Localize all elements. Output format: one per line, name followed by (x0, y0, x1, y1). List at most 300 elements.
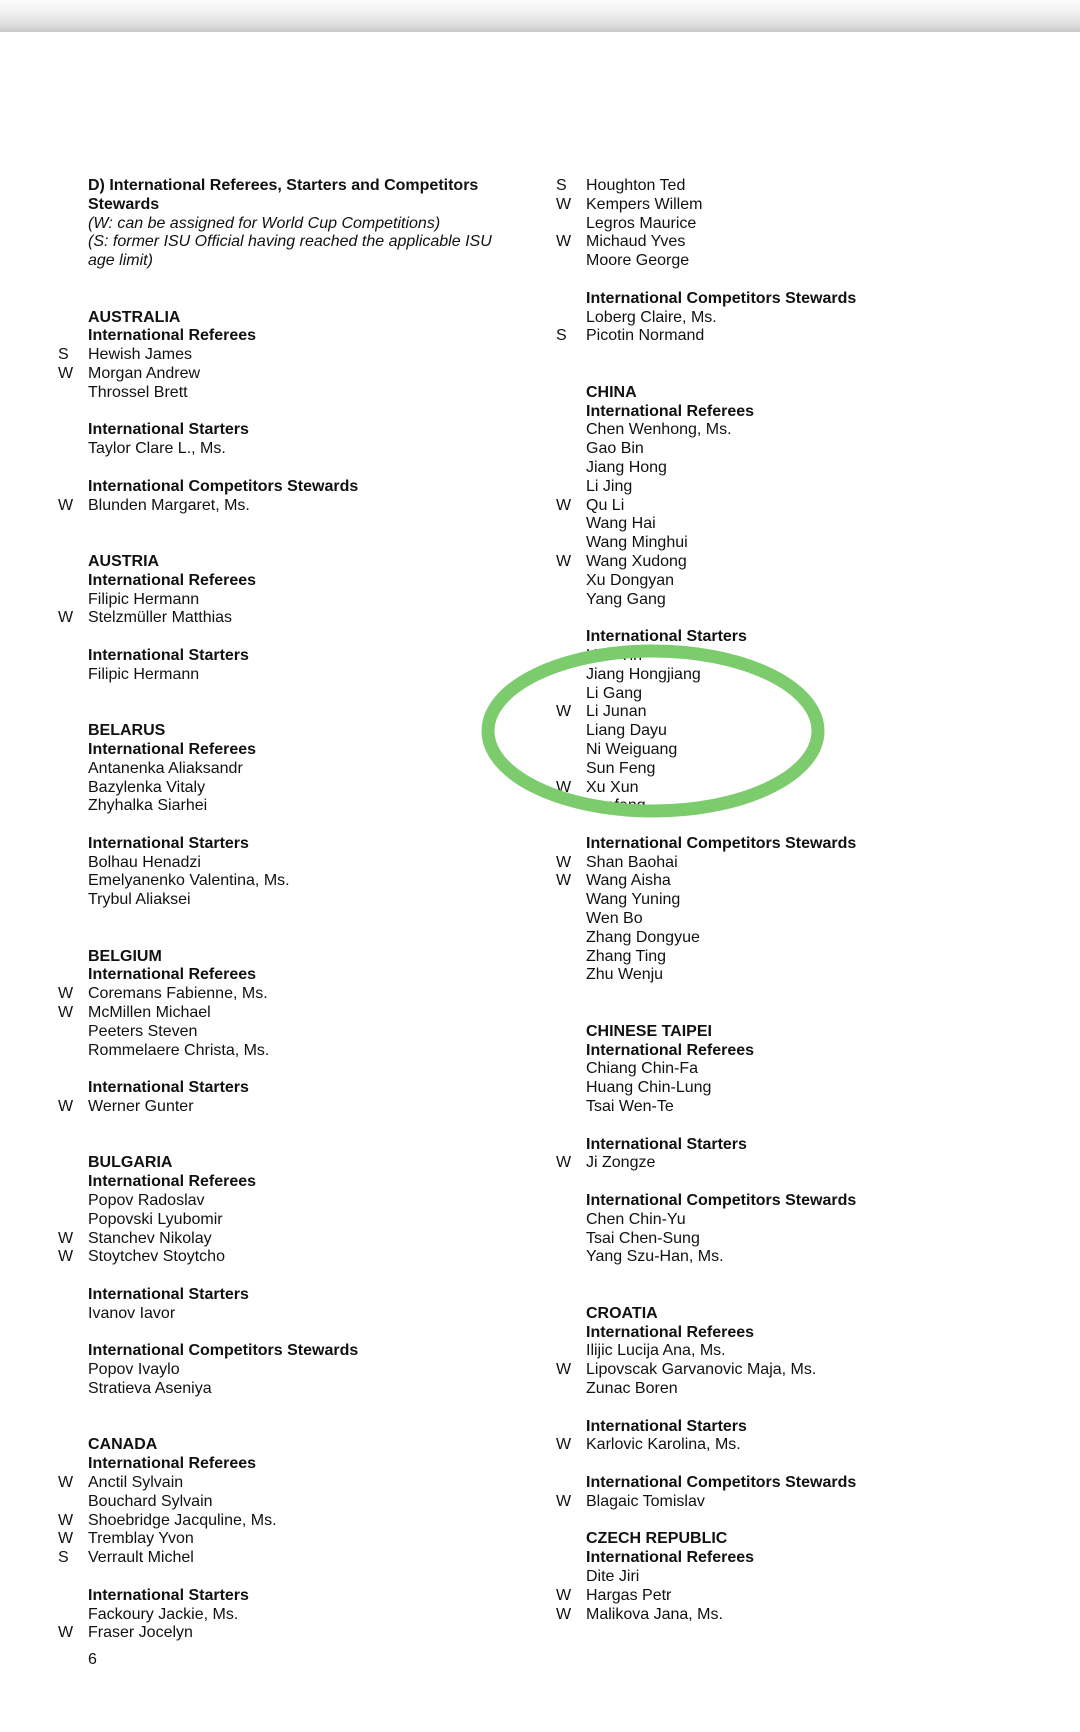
entry-text: International Starters (586, 1135, 747, 1153)
entry-text: Werner Gunter (88, 1098, 194, 1116)
entry-text: Wen Bo (586, 910, 643, 928)
official-entry (58, 1192, 518, 1211)
entry-text: (S: former ISU Official having reached the applicable ISU (88, 233, 492, 251)
spacer (58, 1117, 518, 1136)
designation-marker: W (556, 1436, 572, 1454)
official-entry (556, 515, 1016, 534)
official-entry (556, 966, 1016, 985)
designation-marker: S (556, 177, 567, 194)
entry-text: age limit) (88, 252, 153, 270)
entry-text: BELARUS (88, 722, 166, 740)
spacer (58, 1324, 518, 1343)
spacer (556, 1173, 1016, 1192)
official-entry (58, 609, 518, 628)
spacer (58, 403, 518, 422)
official-entry (58, 440, 518, 459)
spacer (58, 685, 518, 704)
designation-marker: W (556, 233, 572, 251)
entry-text: Emelyanenko Valentina, Ms. (88, 872, 290, 890)
official-entry (556, 647, 1016, 666)
section-heading (556, 628, 1016, 647)
official-entry (58, 1512, 518, 1531)
spacer (58, 290, 518, 309)
entry-text: Jiang Hong (586, 458, 667, 476)
spacer (58, 703, 518, 722)
official-entry (556, 1493, 1016, 1512)
spacer (58, 271, 518, 290)
entry-text: Hewish James (88, 346, 193, 364)
official-entry (556, 553, 1016, 572)
entry-text: Coremans Fabienne, Ms. (88, 985, 268, 1003)
entry-text: Zhang Ting (586, 947, 667, 965)
entry-text: CHINESE TAIPEI (586, 1022, 712, 1040)
official-entry (556, 478, 1016, 497)
official-entry (556, 1587, 1016, 1606)
official-entry (556, 797, 1016, 816)
designation-marker: W (556, 1154, 572, 1172)
official-entry (556, 459, 1016, 478)
spacer (556, 609, 1016, 628)
official-entry (556, 421, 1016, 440)
entry-text: International Competitors Stewards (586, 1192, 857, 1210)
entry-text: Fraser Jocelyn (88, 1624, 193, 1642)
section-heading (58, 1436, 518, 1455)
entry-text: Hargas Petr (586, 1586, 672, 1604)
entry-text: Kempers Willem (586, 195, 703, 213)
designation-marker: W (58, 1248, 74, 1266)
entry-text: International Starters (88, 834, 249, 852)
official-entry (556, 327, 1016, 346)
entry-text: Shoebridge Jacquline, Ms. (88, 1511, 277, 1529)
designation-marker: W (58, 1511, 74, 1529)
page-number: 6 (88, 1651, 97, 1668)
note-line (58, 215, 518, 234)
entry-text: International Starters (88, 1286, 249, 1304)
entry-text: AUSTRALIA (88, 308, 181, 326)
official-entry (58, 1380, 518, 1399)
entry-text: Karlovic Karolina, Ms. (586, 1436, 741, 1454)
entry-text: Wang Aisha (586, 872, 671, 890)
section-heading (58, 966, 518, 985)
designation-marker: S (58, 346, 69, 364)
designation-marker: W (556, 1586, 572, 1604)
entry-text: Popov Radoslav (88, 1192, 205, 1210)
official-entry (556, 1211, 1016, 1230)
section-heading (58, 553, 518, 572)
official-entry (556, 1361, 1016, 1380)
designation-marker: W (58, 609, 74, 627)
official-entry (556, 741, 1016, 760)
designation-marker: S (556, 327, 567, 345)
entry-text: Huang Chin-Lung (586, 1079, 712, 1097)
entry-text: Tsai Wen-Te (586, 1098, 674, 1116)
entry-text: International Competitors Stewards (586, 289, 857, 307)
official-entry (556, 1230, 1016, 1249)
entry-text: (W: can be assigned for World Cup Competitions) (88, 214, 441, 232)
entry-text: AUSTRIA (88, 552, 160, 570)
official-entry (58, 1248, 518, 1267)
official-entry (58, 1004, 518, 1023)
official-entry (556, 703, 1016, 722)
spacer (58, 515, 518, 534)
official-entry (556, 177, 1016, 196)
entry-text: Li Jing (586, 477, 633, 495)
entry-text: Shan Baohai (586, 853, 678, 871)
section-heading (58, 1455, 518, 1474)
official-entry (58, 1474, 518, 1493)
section-heading (58, 948, 518, 967)
official-entry (58, 1606, 518, 1625)
designation-marker: W (556, 703, 572, 721)
entry-text: Michaud Yves (586, 233, 686, 251)
entry-text: International Starters (88, 1586, 249, 1604)
official-entry (58, 1098, 518, 1117)
entry-text: Moore George (586, 252, 690, 270)
spacer (58, 534, 518, 553)
spacer (58, 1060, 518, 1079)
official-entry (58, 384, 518, 403)
section-heading (556, 1305, 1016, 1324)
entry-text: Blunden Margaret, Ms. (88, 496, 250, 514)
official-entry (556, 233, 1016, 252)
official-entry (556, 252, 1016, 271)
section-heading (556, 290, 1016, 309)
entry-text: Loberg Claire, Ms. (586, 308, 717, 326)
official-entry (556, 910, 1016, 929)
spacer (556, 1286, 1016, 1305)
right-column (556, 177, 1016, 1624)
entry-text: International Referees (586, 1549, 755, 1567)
designation-marker: W (58, 1098, 74, 1116)
entry-text: Chen Chin-Yu (586, 1210, 686, 1228)
official-entry (58, 797, 518, 816)
entry-text: Wang Minghui (586, 534, 688, 552)
entry-text: McMillen Michael (88, 1004, 211, 1022)
spacer (556, 1267, 1016, 1286)
official-entry (58, 591, 518, 610)
entry-text: International Competitors Stewards (586, 834, 857, 852)
entry-text: Yang Szu-Han, Ms. (586, 1248, 724, 1266)
spacer (58, 1568, 518, 1587)
designation-marker: S (58, 1549, 69, 1567)
entry-text: Dite Jiri (586, 1567, 640, 1585)
entry-text: Wang Xudong (586, 552, 687, 570)
section-heading (58, 572, 518, 591)
entry-text: Antanenka Aliaksandr (88, 759, 243, 777)
section-heading (556, 1042, 1016, 1061)
entry-text: Legros Maurice (586, 214, 697, 232)
entry-text: International Referees (586, 402, 755, 420)
entry-text: Anctil Sylvain (88, 1473, 184, 1491)
section-heading (58, 478, 518, 497)
entry-text: International Referees (586, 1323, 755, 1341)
spacer (58, 628, 518, 647)
entry-text: International Competitors Stewards (88, 1342, 359, 1360)
entry-text: BELGIUM (88, 947, 162, 965)
section-heading (58, 835, 518, 854)
official-entry (58, 346, 518, 365)
entry-text: Li Gang (586, 684, 643, 702)
official-entry (58, 891, 518, 910)
entry-text: Xu Xun (586, 778, 639, 796)
official-entry (58, 1230, 518, 1249)
spacer (556, 1117, 1016, 1136)
designation-marker: W (556, 872, 572, 890)
spacer (58, 816, 518, 835)
section-heading (556, 1023, 1016, 1042)
entry-text: CROATIA (586, 1304, 658, 1322)
entry-text: Ilijic Lucija Ana, Ms. (586, 1342, 726, 1360)
designation-marker: W (556, 778, 572, 796)
official-entry (58, 854, 518, 873)
entry-text: Stanchev Nikolay (88, 1229, 212, 1247)
designation-marker: W (556, 195, 572, 213)
official-entry (58, 872, 518, 891)
entry-text: Popov Ivaylo (88, 1361, 180, 1379)
section-heading (556, 1418, 1016, 1437)
entry-text: Throssel Brett (88, 383, 188, 401)
entry-text: Zhyhalka Siarhei (88, 797, 208, 815)
note-line (58, 233, 518, 252)
official-entry (556, 534, 1016, 553)
official-entry (58, 1493, 518, 1512)
entry-text: Liang Dayu (586, 722, 667, 740)
entry-text: International Competitors Stewards (88, 477, 359, 495)
spacer (58, 1418, 518, 1437)
official-entry (556, 497, 1016, 516)
entry-text: D) International Referees, Starters and Competitors (88, 177, 479, 194)
section-heading (556, 384, 1016, 403)
entry-text: Trybul Aliaksei (88, 891, 191, 909)
entry-text: Wang Hai (586, 515, 656, 533)
entry-text: Ji Zongze (586, 1154, 656, 1172)
entry-text: Jiang Hongjiang (586, 665, 701, 683)
official-entry (58, 985, 518, 1004)
official-entry (556, 685, 1016, 704)
spacer (556, 816, 1016, 835)
entry-text: Stoytchev Stoytcho (88, 1248, 225, 1266)
entry-text: Qu Li (586, 496, 625, 514)
section-heading (58, 421, 518, 440)
note-line (58, 252, 518, 271)
official-entry (556, 872, 1016, 891)
entry-text: Bouchard Sylvain (88, 1492, 213, 1510)
entry-text: Fackoury Jackie, Ms. (88, 1605, 239, 1623)
entry-text: Filipic Hermann (88, 665, 200, 683)
designation-marker: W (58, 1624, 74, 1642)
spacer (556, 1399, 1016, 1418)
designation-marker: W (556, 552, 572, 570)
section-heading (556, 1136, 1016, 1155)
official-entry (58, 666, 518, 685)
official-entry (556, 1436, 1016, 1455)
entry-text: International Starters (586, 1417, 747, 1435)
entry-text: International Referees (88, 1173, 257, 1191)
entry-text: International Starters (88, 646, 249, 664)
entry-text: Chiang Chin-Fa (586, 1060, 699, 1078)
official-entry (58, 1211, 518, 1230)
entry-text: Popovski Lyubomir (88, 1210, 223, 1228)
designation-marker: W (556, 496, 572, 514)
entry-text: Ivanov Iavor (88, 1304, 176, 1322)
entry-text: Stratieva Aseniya (88, 1380, 212, 1397)
section-heading (556, 835, 1016, 854)
official-entry (556, 440, 1016, 459)
entry-text: Filipic Hermann (88, 590, 200, 608)
entry-text: International Referees (88, 740, 257, 758)
entry-text: Lipovscak Garvanovic Maja, Ms. (586, 1361, 817, 1379)
entry-text: Zhu Wenju (586, 966, 664, 984)
section-heading (556, 1530, 1016, 1549)
official-entry (58, 1305, 518, 1324)
section-heading (556, 403, 1016, 422)
official-entry (556, 722, 1016, 741)
official-entry (58, 1023, 518, 1042)
spacer (556, 365, 1016, 384)
official-entry (58, 497, 518, 516)
entry-text: Rommelaere Christa, Ms. (88, 1041, 270, 1059)
section-heading (58, 309, 518, 328)
entry-text: Tremblay Yvon (88, 1530, 194, 1548)
official-entry (58, 1624, 518, 1643)
section-heading (58, 1173, 518, 1192)
entry-text: Wang Yuning (586, 891, 681, 909)
spacer (58, 910, 518, 929)
official-entry (556, 591, 1016, 610)
spacer (556, 1455, 1016, 1474)
spacer (556, 1512, 1016, 1531)
section-heading (556, 1549, 1016, 1568)
entry-text: Stewards (88, 195, 160, 213)
entry-text: Peeters Steven (88, 1022, 198, 1040)
section-heading (58, 327, 518, 346)
designation-marker: W (58, 1473, 74, 1491)
entry-text: Taylor Clare L., Ms. (88, 440, 226, 458)
entry-text: CZECH REPUBLIC (586, 1530, 728, 1548)
designation-marker: W (556, 1361, 572, 1379)
spacer (556, 985, 1016, 1004)
left-column (58, 177, 518, 1643)
official-entry (556, 1380, 1016, 1399)
official-entry (556, 891, 1016, 910)
spacer (58, 459, 518, 478)
official-entry (58, 1549, 518, 1568)
official-entry (58, 1530, 518, 1549)
official-entry (556, 1248, 1016, 1267)
section-heading (58, 1079, 518, 1098)
entry-text: Tsai Chen-Sung (586, 1229, 700, 1247)
spacer (58, 929, 518, 948)
entry-text: International Referees (88, 966, 257, 984)
entry-text: Verrault Michel (88, 1549, 194, 1567)
spacer (556, 1004, 1016, 1023)
official-entry (556, 1060, 1016, 1079)
entry-text: International Referees (88, 571, 257, 589)
spacer (58, 1136, 518, 1155)
designation-marker: W (556, 1605, 572, 1623)
designation-marker: W (58, 1229, 74, 1247)
official-entry (556, 929, 1016, 948)
entry-text: Yang Gang (586, 590, 666, 608)
official-entry (556, 1154, 1016, 1173)
official-entry (556, 309, 1016, 328)
section-heading (58, 647, 518, 666)
official-entry (58, 365, 518, 384)
official-entry (556, 948, 1016, 967)
entry-text: Morgan Andrew (88, 364, 201, 382)
spacer (556, 346, 1016, 365)
designation-marker: W (58, 496, 74, 514)
designation-marker: W (58, 1004, 74, 1022)
entry-text: CANADA (88, 1436, 158, 1454)
designation-marker: W (556, 1492, 572, 1510)
entry-text: Houghton Ted (586, 177, 686, 194)
entry-text: Ni Weiguang (586, 740, 678, 758)
section-heading (556, 1192, 1016, 1211)
entry-text: Baofeng (586, 797, 646, 815)
official-entry (556, 1098, 1016, 1117)
section-heading (58, 741, 518, 760)
official-entry (58, 1042, 518, 1061)
entry-text: International Starters (586, 628, 747, 646)
entry-text: Huo Yin (586, 646, 643, 664)
entry-text: Bazylenka Vitaly (88, 778, 206, 796)
official-entry (556, 1606, 1016, 1625)
spacer (556, 271, 1016, 290)
entry-text: Chen Wenhong, Ms. (586, 421, 732, 439)
entry-text: International Starters (88, 421, 249, 439)
entry-text: Sun Feng (586, 759, 656, 777)
section-heading (58, 196, 518, 215)
official-entry (556, 215, 1016, 234)
official-entry (58, 1361, 518, 1380)
entry-text: Blagaic Tomislav (586, 1492, 705, 1510)
entry-text: Zunac Boren (586, 1380, 678, 1397)
section-heading (58, 1286, 518, 1305)
entry-text: Gao Bin (586, 440, 644, 458)
entry-text: Xu Dongyan (586, 571, 675, 589)
official-entry (556, 1079, 1016, 1098)
official-entry (58, 779, 518, 798)
official-entry (556, 854, 1016, 873)
entry-text: CHINA (586, 383, 637, 401)
section-heading (556, 1324, 1016, 1343)
designation-marker: W (58, 1530, 74, 1548)
section-heading (58, 1587, 518, 1606)
entry-text: International Referees (88, 327, 257, 345)
top-bar (0, 0, 1080, 32)
entry-text: Stelzmüller Matthias (88, 609, 233, 627)
section-heading (58, 1342, 518, 1361)
official-entry (556, 1568, 1016, 1587)
entry-text: International Referees (586, 1041, 755, 1059)
entry-text: Zhang Dongyue (586, 928, 700, 946)
designation-marker: W (58, 985, 74, 1003)
section-heading (58, 722, 518, 741)
entry-text: International Starters (88, 1079, 249, 1097)
official-entry (556, 779, 1016, 798)
section-heading (58, 1154, 518, 1173)
official-entry (58, 760, 518, 779)
section-heading (556, 1474, 1016, 1493)
spacer (58, 1399, 518, 1418)
section-heading (58, 177, 518, 196)
official-entry (556, 196, 1016, 215)
official-entry (556, 666, 1016, 685)
official-entry (556, 572, 1016, 591)
official-entry (556, 1342, 1016, 1361)
entry-text: Bolhau Henadzi (88, 853, 201, 871)
